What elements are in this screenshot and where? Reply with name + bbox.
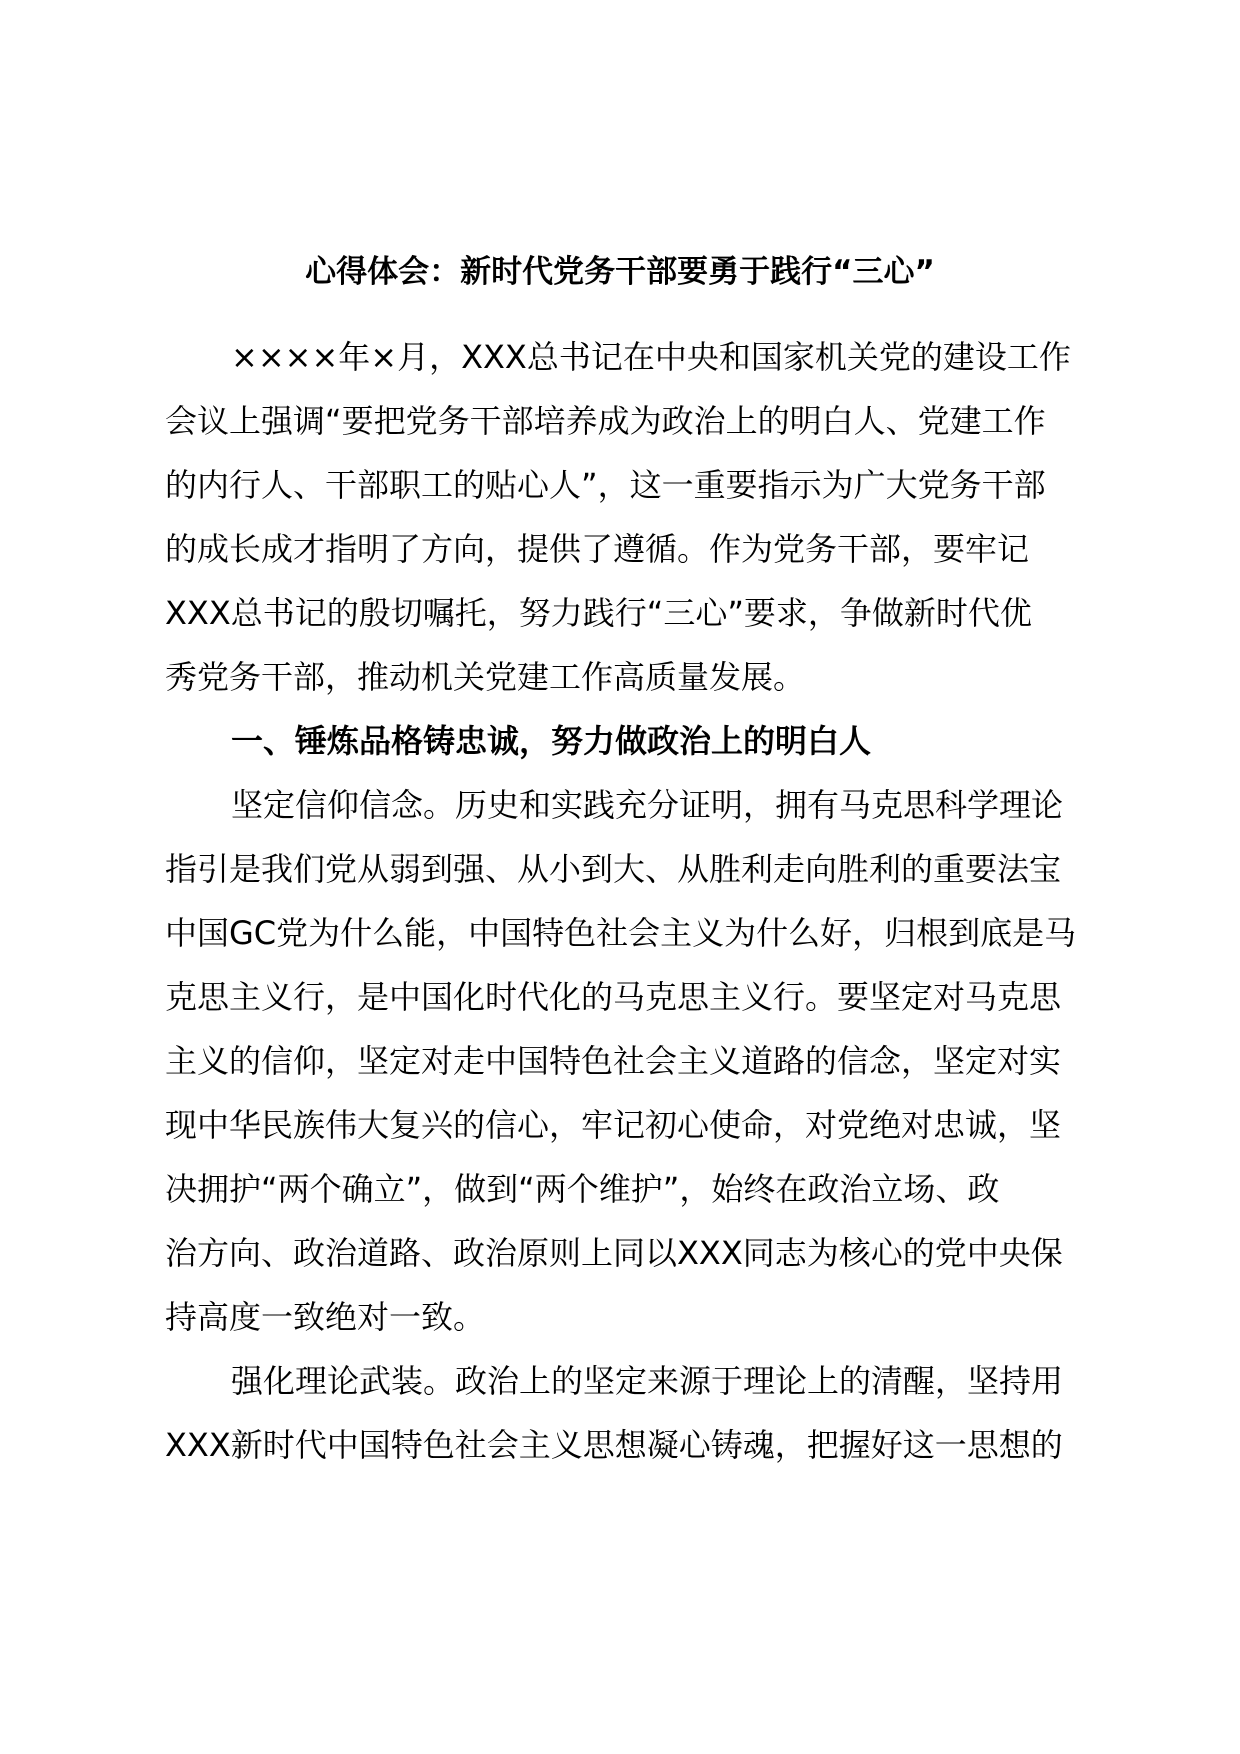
paragraph-line: 秀党务干部，推动机关党建工作高质量发展。 [165,658,806,696]
paragraph-line: ××××年×月，XXX总书记在中央和国家机关党的建设工作 [231,338,1071,376]
section-heading-text: 一、锤炼品格铸忠诚，努力做政治上的明白人 [231,722,872,760]
paragraph-intro [165,325,1125,709]
paragraph-line: 的内行人、干部职工的贴心人”，这一重要指示为广大党务干部 [165,466,1046,504]
paragraph-line: XXX新时代中国特色社会主义思想凝心铸魂，把握好这一思想的 [165,1426,1063,1464]
document-title: 心得体会：新时代党务干部要勇于践行“三心” [305,254,935,290]
paragraph-line: 决拥护“两个确立”，做到“两个维护”，始终在政治立场、政 [165,1170,1000,1208]
paragraph-line: 的成长成才指明了方向，提供了遵循。作为党务干部，要牢记 [165,530,1030,568]
paragraph-line: 坚定信仰信念。历史和实践充分证明，拥有马克思科学理论 [231,786,1064,824]
paragraph-line: 克思主义行，是中国化时代化的马克思主义行。要坚定对马克思 [165,978,1062,1016]
paragraph-line: XXX总书记的殷切嘱托，努力践行“三心”要求，争做新时代优 [165,594,1032,632]
paragraph-line: 主义的信仰，坚定对走中国特色社会主义道路的信念，坚定对实 [165,1042,1062,1080]
paragraph-line: 持高度一致绝对一致。 [165,1298,486,1336]
paragraph-line: 指引是我们党从弱到强、从小到大、从胜利走向胜利的重要法宝 [165,850,1062,888]
paragraph-theory [165,1349,1125,1477]
paragraph-line: 治方向、政治道路、政治原则上同以XXX同志为核心的党中央保 [165,1234,1063,1272]
paragraph-line: 现中华民族伟大复兴的信心，牢记初心使命，对党绝对忠诚，坚 [165,1106,1062,1144]
paragraph-line: 中国GC党为什么能，中国特色社会主义为什么好，归根到底是马 [165,914,1077,952]
paragraph-line: 会议上强调“要把党务干部培养成为政治上的明白人、党建工作 [165,402,1046,440]
paragraph-faith [165,773,1125,1349]
paragraph-line: 强化理论武装。政治上的坚定来源于理论上的清醒，坚持用 [231,1362,1064,1400]
section-heading [165,709,1125,773]
